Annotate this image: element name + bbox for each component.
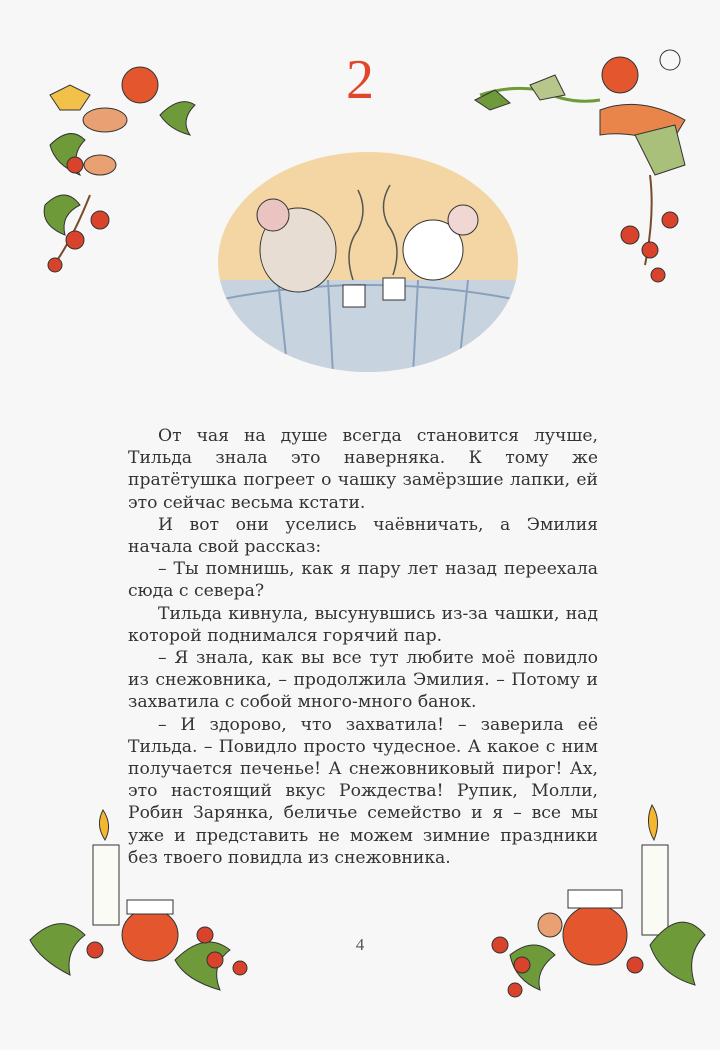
mice-tea-illustration bbox=[218, 150, 518, 375]
paragraph: От чая на душе всегда становится лучше, Тильда знала это наверняка. К тому же пратётушка погреет о чашку замёрзшие лапки, ей это сейчас весьма кстати. bbox=[128, 426, 598, 513]
candle-jam-holly-decoration-bottom-left bbox=[25, 800, 255, 1000]
paragraph: – Я знала, как вы все тут любите моё повидло из снежовника, – продолжила Эмилия. – Потому и захватила с собой много-много банок. bbox=[128, 648, 598, 713]
paragraph: И вот они уселись чаёвничать, а Эмилия начала свой рассказ: bbox=[128, 514, 598, 558]
candle-jam-holly-decoration-bottom-right bbox=[480, 795, 710, 1005]
paragraph: – И здорово, что захватила! – заверила её Тильда. – Повидло просто чудесное. А какое с ним получается печенье! А снежовниковый пирог! Ах, это настоящий вкус Рождества! Рупик, Молли, Робин Зарянка, беличье семейство и я – все мы уже и представить не можем зимние праздники без твоего повидла из снежовника. bbox=[128, 714, 598, 868]
paragraph: – Ты помнишь, как я пару лет назад переехала сюда с севера? bbox=[128, 559, 598, 602]
chapter-number: 2 bbox=[346, 49, 374, 111]
paragraph: Тильда кивнула, высунувшись из-за чашки, над которой поднимался горячий пар. bbox=[128, 603, 598, 646]
page-number: 4 bbox=[355, 935, 365, 954]
